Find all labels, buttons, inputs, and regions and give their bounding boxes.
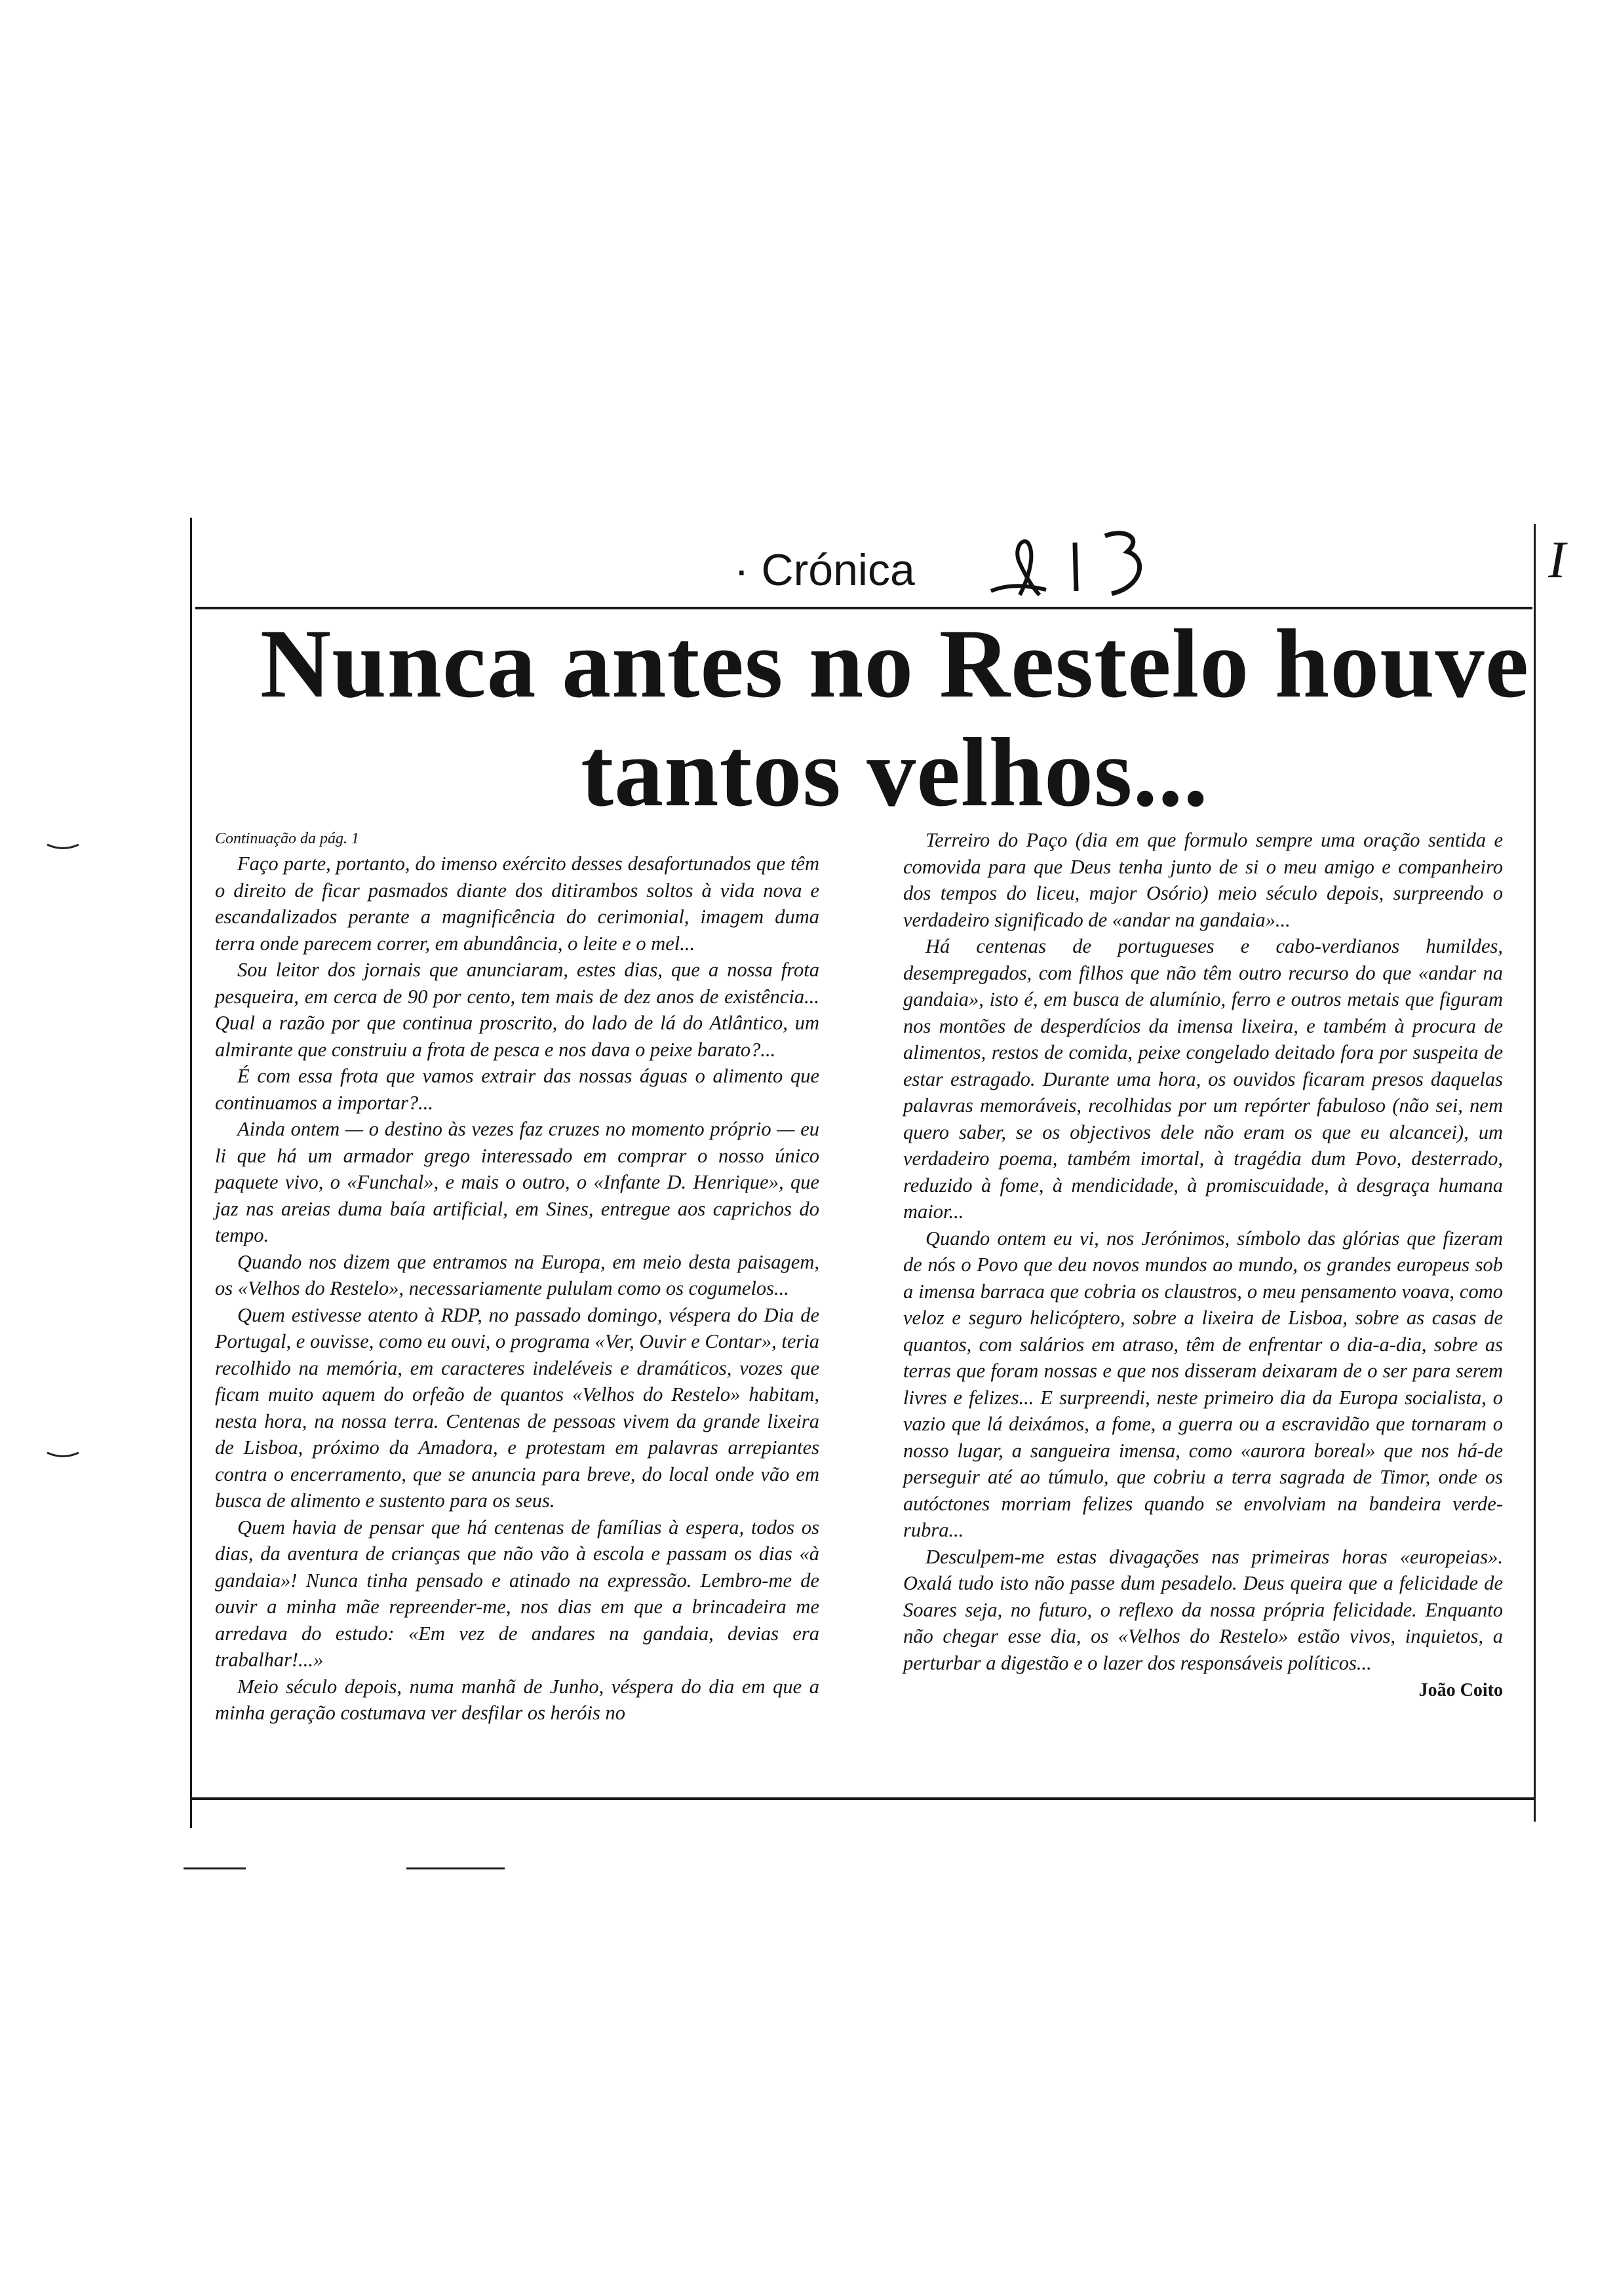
paragraph: Quando ontem eu vi, nos Jerónimos, símbolo das glórias que fizeram de nós o Povo que deu novos mundos ao mundo, os grandes europeus sob a imensa barraca que cobria os claustros, o meu pensamento voava, como veloz e seguro helicóptero, sobre a lixeira de Lisboa, sobre as casas de quantos, com salários em atraso, têm de enfrentar o dia-a-dia, sobre as terras que foram nossas e que nos disseram deixaram de o ser para serem livres e felizes... E surpreendi, neste primeiro dia da Europa socialista, o vazio que lá deixámos, a fome, a guerra ou a escravidão que tornaram o nosso lugar, a sangueira imensa, como «aurora boreal» que nos há-de perseguir até ao túmulo, que cobriu a terra sagrada de Timor, onde os autóctones morriam felizes quando se envolviam na bandeira verde-rubra... — [903, 1227, 1503, 1541]
article-headline: Nunca antes no Restelo houve tantos velhos... — [260, 609, 1530, 827]
author-signature: João Coito — [1418, 1680, 1503, 1700]
bottom-rule — [191, 1797, 1535, 1800]
footer-stub-rule — [184, 1867, 246, 1869]
paragraph: Há centenas de portugueses e cabo-verdianos humildes, desempregados, com filhos que não têm outro recurso do que «andar na gandaia», isto é, em busca de alumínio, ferro e outros metais que figuram nos montões de desperdícios da imensa lixeira, e também à procura de alimentos, restos de comida, peixe congelado deitado fora por suspeita de estar estragado. Durante uma hora, os ouvidos ficaram presos daquelas palavras memoráveis, recolhidas por um repórter fabuloso (não sei, nem quero saber, se os objectivos dele não eram os que eu alcancei), um verdadeiro poema, também imortal, à tragédia dum Povo, desterrado, reduzido à fome, à mendicidade, à promiscuidade, à desgraça humana maior... — [903, 935, 1503, 1223]
handwritten-annotation — [983, 518, 1193, 609]
paragraph: Quem estivesse atento à RDP, no passado domingo, véspera do Dia de Portugal, e ouvisse, como eu ouvi, o programa «Ver, Ouvir e Contar», teria recolhido na memória, em caracteres indeléveis e dramáticos, vozes que ficam muito aquem do orfeão de quantos «Velhos do Restelo» habitam, nesta hora, na nossa terra. Centenas de pessoas vivem da grande lixeira de Lisboa, próximo da Amadora, e protestam em palavras arrepiantes contra o encerramento, que se anuncia para breve, do local onde vão em busca de alimento e sustento para os seus. — [215, 1303, 819, 1512]
page-corner-mark: I — [1548, 531, 1566, 589]
paragraph: Sou leitor dos jornais que anunciaram, estes dias, que a nossa frota pesqueira, em cerca de 90 por cento, tem mais de dez anos de existência... Qual a razão por que continua proscrito, do lado de lá do Atlântico, um almirante que construiu a frota de pesca e nos dava o peixe barato?... — [215, 959, 819, 1061]
continuation-note: Continuação da pág. 1 — [215, 830, 359, 847]
paragraph: Terreiro do Paço (dia em que formulo sempre uma oração sentida e comovida para que Deus tenha junto de si o meu amigo e companheiro dos tempos do liceu, major Osório) meio século depois, surpreendo o verdadeiro significado de «andar na gandaia»... — [903, 829, 1503, 931]
paragraph: Meio século depois, numa manhã de Junho, véspera do dia em que a minha geração costumava ver desfilar os heróis no — [215, 1675, 819, 1724]
punch-mark-icon — [46, 843, 80, 852]
paragraph: Quando nos dizem que entramos na Europa, em meio desta paisagem, os «Velhos do Restelo», necessariamente pululam como os cogumelos... — [215, 1250, 819, 1299]
article-column-right — [903, 827, 1503, 1705]
paragraph: Faço parte, portanto, do imenso exército desses desafortunados que têm o direito de ficar pasmados diante dos ditirambos soltos à vida nova e escandalizados perante a magnificência do cerimonial, imagem duma terra onde parecem correr, em abundância, o leite e o mel... — [215, 852, 819, 955]
section-label: · Crónica — [734, 545, 915, 595]
paragraph: É com essa frota que vamos extrair das nossas águas o alimento que continuamos a importar?... — [215, 1065, 819, 1114]
article-column-left — [215, 827, 819, 1727]
paragraph: Desculpem-me estas divagações nas primeiras horas «europeias». Oxalá tudo isto não passe dum pesadelo. Deus queira que a felicidade de Soares seja, no futuro, o reflexo da nossa própria felicidade. Enquanto não chegar esse dia, os «Velhos do Restelo» estão vivos, inquietos, a perturbar a digestão e o lazer dos responsáveis políticos... — [903, 1545, 1503, 1674]
punch-mark-icon — [46, 1451, 80, 1460]
footer-stub-rule — [406, 1867, 505, 1869]
paragraph: Ainda ontem — o destino às vezes faz cruzes no momento próprio — eu li que há um armador grego interessado em comprar o nosso único paquete vivo, o «Funchal», e mais o outro, o «Infante D. Henrique», que jaz nas areias duma baía artificial, em Sines, entregue aos caprichos do tempo. — [215, 1118, 819, 1246]
left-border-rule — [190, 518, 192, 1828]
paragraph: Quem havia de pensar que há centenas de famílias à espera, todos os dias, da aventura de crianças que não vão à escola e passam os dias «à gandaia»! Nunca tinha pensado e atinado na expressão. Lembro-me de ouvir a minha mãe repreender-me, nos dias em que a brincadeira me arredava do estudo: «Em vez de andares na gandaia, devias era trabalhar!...» — [215, 1516, 819, 1671]
